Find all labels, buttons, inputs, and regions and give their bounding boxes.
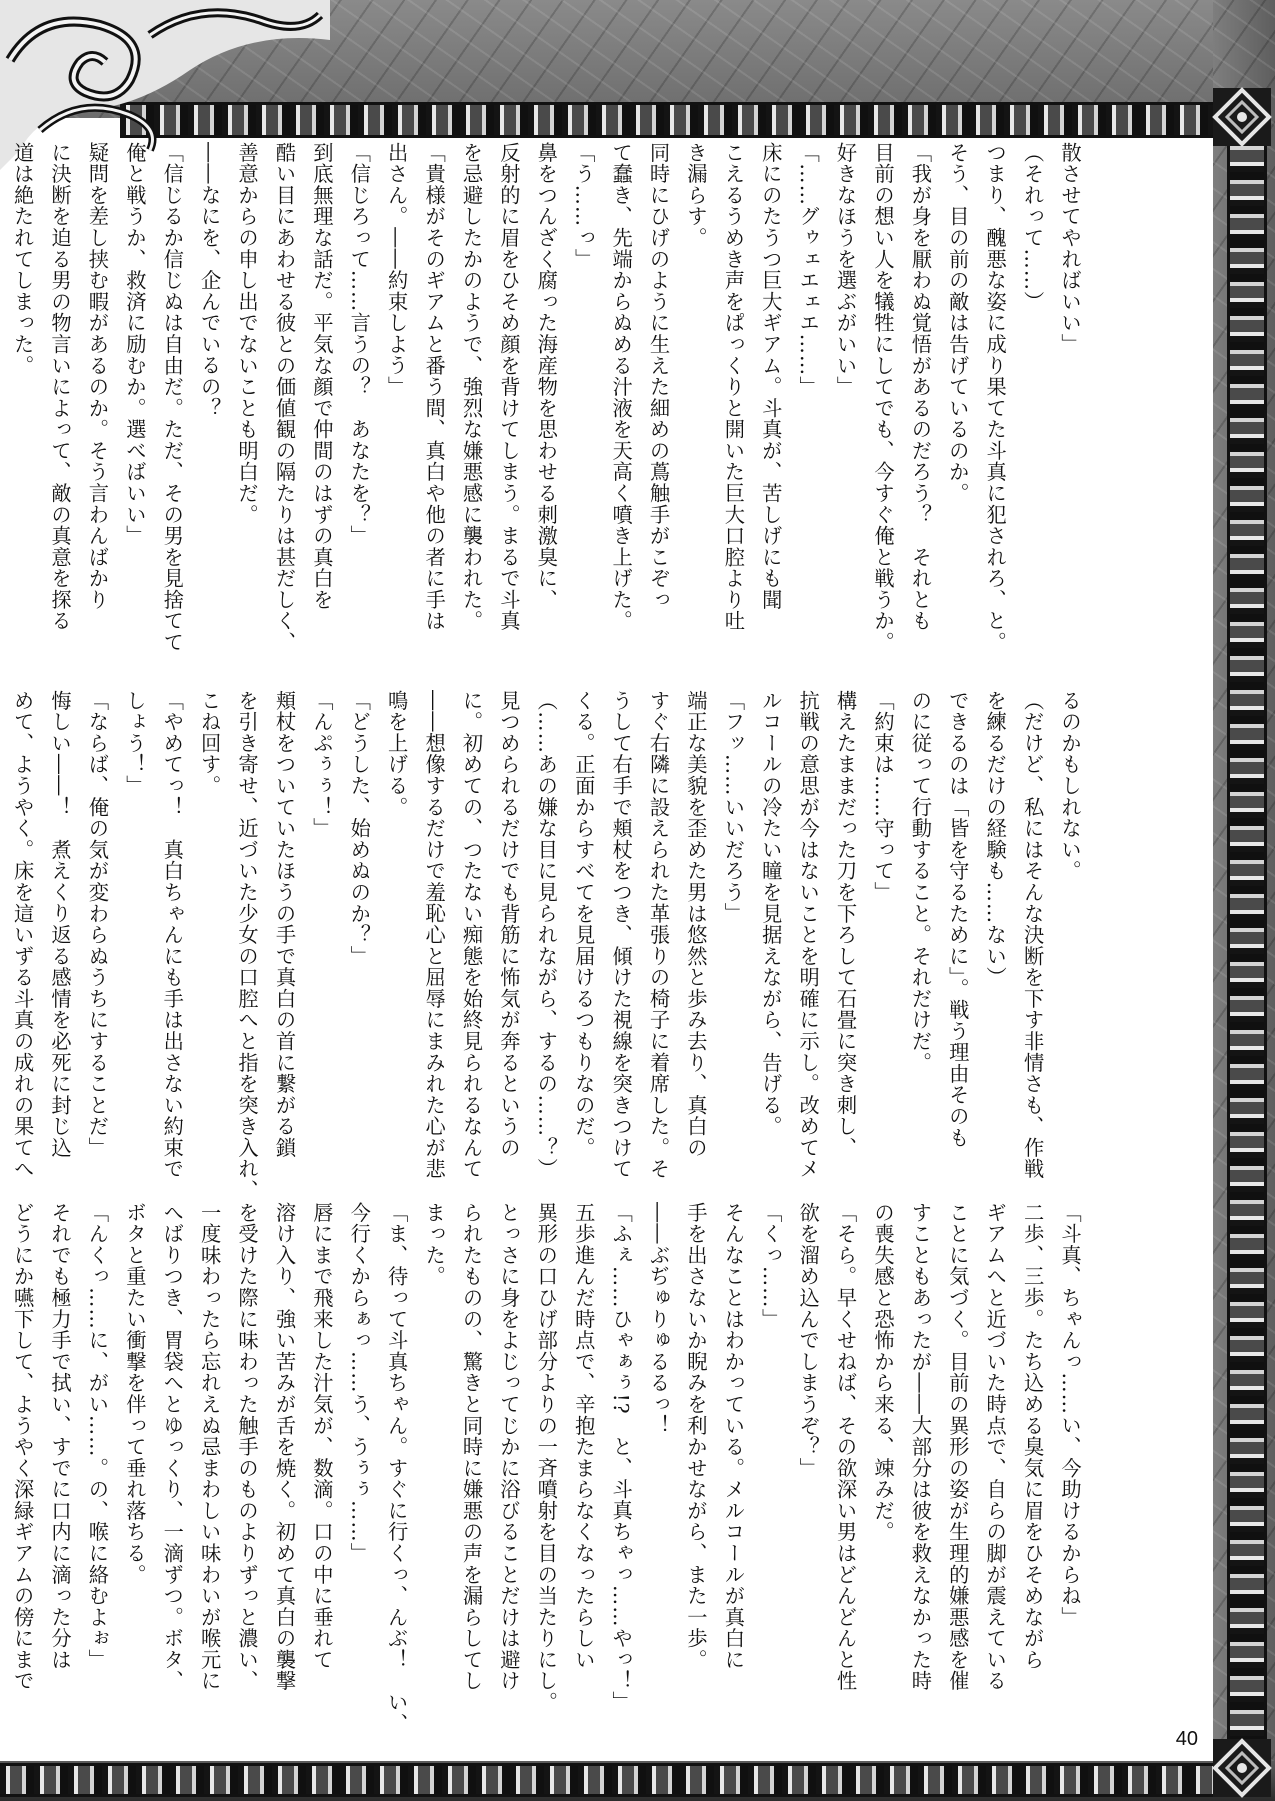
text-column: るのかもしれない。 xyxy=(1058,690,1082,882)
text-column: 頬杖をついていたほうの手で真白の首に繋がる鎖 xyxy=(272,690,297,1159)
text-column: を忌避したかのようで、強烈な嫌悪感に襲われた。 xyxy=(459,142,484,632)
text-column: 「う……っ」 xyxy=(571,142,596,270)
text-column: 出さん。――約束しよう」 xyxy=(384,142,409,398)
text-block-middle xyxy=(10,690,1088,1201)
text-column: 唇にまで飛来した汁気が、数滴。口の中に垂れて xyxy=(309,1202,334,1671)
text-column: （……あの嫌な目に見られながら、するの……？） xyxy=(534,690,559,1180)
text-column: 「そら。早くせねば、その欲深い男はどんどんと性 xyxy=(833,1202,858,1692)
text-column: 「んぷぅぅ！」 xyxy=(309,690,334,840)
text-column: 見つめられるだけでも背筋に怖気が奔るというの xyxy=(496,690,521,1159)
text-column xyxy=(0,142,3,644)
text-column: 「信じろって……言うの？ あなたを？」 xyxy=(347,142,372,547)
text-column: 「どうした、始めぬのか？」 xyxy=(347,690,372,967)
text-column: の喪失感と恐怖から来る、竦みだ。 xyxy=(870,1202,895,1543)
text-column: くる。正面からすべてを見届けるつもりなのだ。 xyxy=(571,690,596,1159)
text-column: 目前の想い人を犠牲にしてでも、今すぐ俺と戦うか。 xyxy=(870,142,895,653)
text-column: うして右手で頬杖をつき、傾けた視線を突きつけて xyxy=(609,690,634,1180)
text-column: ――想像するだけで羞恥心と屈辱にまみれた心が悲 xyxy=(422,690,447,1180)
text-block-top xyxy=(10,142,1088,653)
text-column: どうにか嚥下して、ようやく深緑ギアムの傍にまで xyxy=(10,1202,35,1692)
text-column: を受けた際に味わった触手のものよりずっと濃い、 xyxy=(235,1202,260,1692)
text-column: 「ま、待って斗真ちゃん。すぐに行くっ、んぶ！ い、 xyxy=(384,1202,409,1735)
text-column: ことに気づく。目前の異形の姿が生理的嫌悪感を催 xyxy=(945,1202,970,1692)
text-column: られたものの、驚きと同時に嫌悪の声を漏らしてし xyxy=(459,1202,484,1692)
text-column: 一度味わったら忘れえぬ忌まわしい味わいが喉元に xyxy=(197,1202,222,1692)
text-column: 「くっ……」 xyxy=(758,1202,783,1330)
text-column: めて、ようやく。床を這いずる斗真の成れの果てへ xyxy=(10,690,35,1180)
text-column: しょう！」 xyxy=(122,690,147,797)
text-column: 「斗真、ちゃんっ……い、今助けるからね」 xyxy=(1058,1202,1082,1628)
text-column: すこともあったが――大部分は彼を救えなかった時 xyxy=(908,1202,933,1692)
text-column: 構えたままだった刀を下ろして石畳に突き刺し、 xyxy=(833,690,858,1159)
text-column: とっさに身をよじってじかに浴びることだけは避け xyxy=(496,1202,521,1692)
text-column: に。初めての、つたない痴態を始終見られるなんて xyxy=(459,690,484,1180)
text-column: 善意からの申し出でないことも明白だ。 xyxy=(235,142,260,526)
text-column: を引き寄せ、近づいた少女の口腔へと指を突き入れ、 xyxy=(235,690,260,1201)
text-column: 「約束は……守って」 xyxy=(870,690,895,903)
knot-ornament-icon xyxy=(1209,1735,1275,1801)
text-column: き漏らす。 xyxy=(683,142,708,249)
ornament-band-right xyxy=(1227,110,1267,1770)
text-column: ボタと重たい衝撃を伴って垂れ落ちる。 xyxy=(122,1202,147,1586)
text-column: そんなことはわかっている。メルコールが真白に xyxy=(721,1202,746,1671)
text-column: 同時にひげのように生えた細めの蔦触手がこぞっ xyxy=(646,142,671,611)
text-column: 「んくっ……に、がい……。の、喉に絡むよぉ」 xyxy=(85,1202,110,1671)
page-number: 40 xyxy=(1175,1728,1198,1750)
text-column: 「やめてっ！ 真白ちゃんにも手は出さない約束で xyxy=(160,690,185,1180)
text-column: 反射的に眉をひそめ顔を背けてしまう。まるで斗真 xyxy=(496,142,521,632)
text-column: 「……グゥェエェエ……」 xyxy=(796,142,821,398)
text-column: 手を出さないか睨みを利かせながら、また一歩。 xyxy=(683,1202,708,1671)
text-column: 異形の口ひげ部分よりの一斉噴射を目の当たりにし。 xyxy=(534,1202,559,1713)
text-column: に決断を迫る男の物言いによって、敵の真意を探る xyxy=(48,142,73,632)
text-column: 散させてやればいい」 xyxy=(1058,142,1082,355)
text-column: そう、目の前の敵は告げているのか。 xyxy=(945,142,970,504)
text-column: （だけど、私にはそんな決断を下す非情さも、作戦 xyxy=(1020,690,1045,1180)
text-column: まった。 xyxy=(422,1202,447,1288)
text-column: こね回す。 xyxy=(197,690,222,797)
text-block-bottom xyxy=(10,1202,1088,1735)
text-column: 鼻をつんざく腐った海産物を思わせる刺激臭に、 xyxy=(534,142,559,611)
text-column: 二歩、三歩。たち込める臭気に眉をひそめながら xyxy=(1020,1202,1045,1671)
text-column: 俺と戦うか、救済に励むか。選べばいい」 xyxy=(122,142,147,547)
text-column: 抗戦の意思が今はないことを明確に示し。改めてメ xyxy=(796,690,821,1180)
text-column: 五歩進んだ時点で、辛抱たまらなくなったらしい xyxy=(571,1202,596,1671)
text-column: 「貴様がそのギアムと番う間、真白や他の者に手は xyxy=(422,142,447,632)
text-column: こえるうめき声をぱっくりと開いた巨大口腔より吐 xyxy=(721,142,746,632)
text-column: 欲を溜め込んでしまうぞ？」 xyxy=(796,1202,821,1479)
text-column: （それって……） xyxy=(1020,142,1045,313)
text-column: のに従って行動すること。それだけだ。 xyxy=(908,690,933,1074)
text-column: それでも極力手で拭い、すでに口内に滴った分は xyxy=(48,1202,73,1671)
text-column: 端正な美貌を歪めた男は悠然と歩み去り、真白の xyxy=(683,690,708,1159)
text-column: 疑問を差し挟む暇があるのか。そう言わんばかり xyxy=(85,142,110,611)
text-column: 「ふぇ……ひゃぁぅ!? と、斗真ちゃっ……やっ！」 xyxy=(609,1202,634,1713)
text-column: つまり、醜悪な姿に成り果てた斗真に犯されろ、と。 xyxy=(983,142,1008,653)
text-column: 酷い目にあわせる彼との価値観の隔たりは甚だしく、 xyxy=(272,142,297,653)
text-column: 悔しい――！ 煮えくり返る感情を必死に封じ込 xyxy=(48,690,73,1159)
text-column: 「信じるか信じぬは自由だ。ただ、その男を見捨てて xyxy=(160,142,185,653)
text-column: て蠢き、先端からぬめる汁液を天高く噴き上げた。 xyxy=(609,142,634,632)
text-column: できるのは「皆を守るために」。戦う理由そのも xyxy=(945,690,970,1149)
knot-ornament-icon xyxy=(1209,84,1275,150)
text-column: 今行くからぁっ……う、うぅぅ……」 xyxy=(347,1202,372,1564)
text-column: を練るだけの経験も……ない） xyxy=(983,690,1008,989)
text-column: 「ならば、俺の気が変わらぬうちにすることだ」 xyxy=(85,690,110,1159)
text-column: ルコールの冷たい瞳を見据えながら、告げる。 xyxy=(758,690,783,1138)
text-column: 「我が身を厭わぬ覚悟があるのだろう？ それとも xyxy=(908,142,933,632)
text-column: へばりつき、胃袋へとゆっくり、一滴ずつ。ボタ、 xyxy=(160,1202,185,1692)
text-column: すぐ右隣に設えられた革張りの椅子に着席した。そ xyxy=(646,690,671,1180)
text-column: 道は絶たれてしまった。 xyxy=(10,142,35,377)
text-column: 鳴を上げる。 xyxy=(384,690,409,818)
text-column: ――なにを、企んでいるの？ xyxy=(197,142,222,419)
text-column: 好きなほうを選ぶがいい」 xyxy=(833,142,858,398)
text-column: 「フッ……いいだろう」 xyxy=(721,690,746,925)
text-column: ――ぶぢゅりゅるるっ！ xyxy=(646,1202,671,1437)
text-column: 床にのたうつ巨大ギアム。斗真が、苦しげにも聞 xyxy=(758,142,783,611)
text-column: 溶け入り、強い苦みが舌を焼く。初めて真白の襲撃 xyxy=(272,1202,297,1692)
text-column: ギアムへと近づいた時点で、自らの脚が震えている xyxy=(983,1202,1008,1692)
text-column: 到底無理な話だ。平気な顔で仲間のはずの真白を xyxy=(309,142,334,611)
ornament-band-bottom xyxy=(0,1763,1225,1797)
